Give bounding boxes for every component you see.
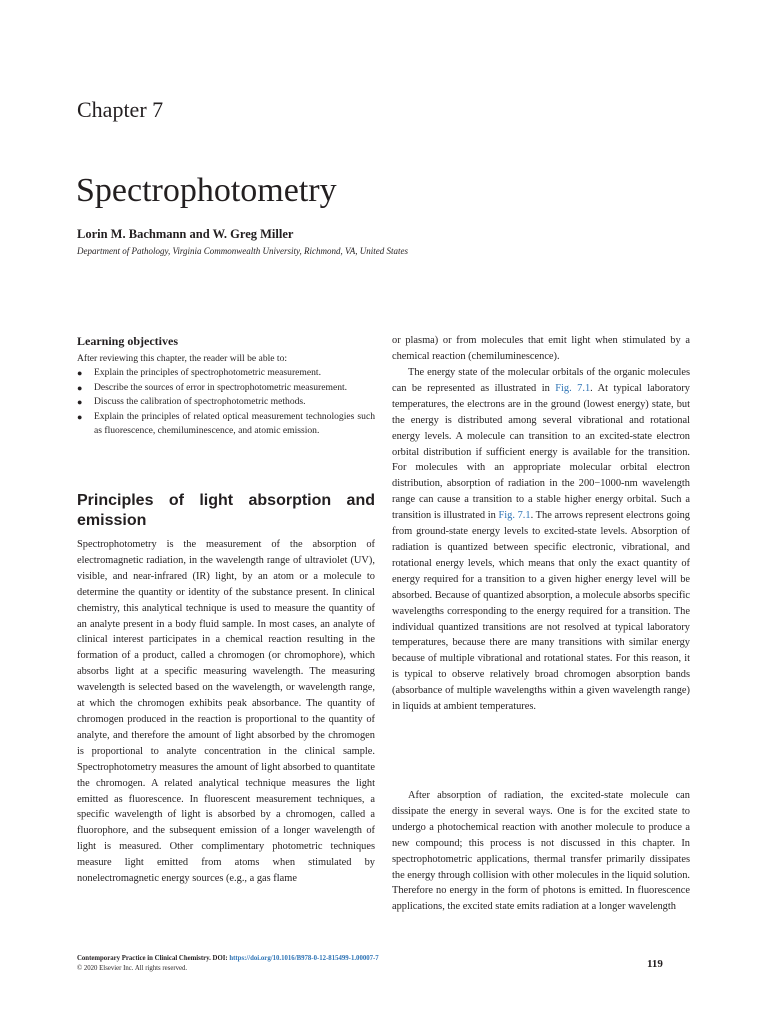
- authors: Lorin M. Bachmann and W. Greg Miller: [77, 227, 294, 241]
- bullet-icon: ●: [77, 397, 83, 407]
- bullet-icon: ●: [77, 368, 83, 378]
- learning-objectives-intro: After reviewing this chapter, the reader will be able to:: [77, 353, 288, 364]
- objective-item: [77, 410, 375, 439]
- energy-state-paragraph: [392, 365, 690, 715]
- bullet-icon: ●: [77, 411, 83, 422]
- objective-item: [77, 381, 375, 396]
- objective-text: Explain the principles of spectrophotometric measurement.: [94, 367, 321, 378]
- objective-text: Discuss the calibration of spectrophotometric methods.: [94, 396, 306, 407]
- chapter-title: Spectrophotometry: [76, 172, 337, 209]
- bullet-icon: ●: [77, 382, 83, 393]
- doi-label: DOI:: [210, 955, 230, 962]
- learning-objectives-heading: Learning objectives: [77, 334, 178, 348]
- copyright: © 2020 Elsevier Inc. All rights reserved.: [77, 965, 188, 972]
- paragraph-text: . At typical laboratory temperatures, the electrons are in the ground (lowest energy) state, but the energy is distributed among several vibrational and rotational energy levels. A molecule can transition to an excited-state electron orbital distribution if sufficient energy is available for the transition. For molecules with an appropriate molecular orbital electron distribution, absorption of radiation in the 200−1000-nm wavelength range can cause a transition to a stable higher energy orbital. Such a transition is illustrated in: [392, 382, 690, 522]
- figure-link[interactable]: Fig. 7.1: [555, 382, 591, 394]
- learning-objectives-list: [77, 366, 375, 439]
- section-heading: Principles of light absorption and emission: [77, 492, 375, 529]
- footer: [77, 954, 379, 974]
- chapter-label: Chapter 7: [77, 97, 164, 122]
- doi-link[interactable]: https://doi.org/10.1016/B978-0-12-815499-1.00007-7: [229, 955, 379, 962]
- objective-text: Describe the sources of error in spectrophotometric measurement.: [94, 381, 348, 393]
- objective-item: [77, 395, 375, 410]
- objective-item: [77, 366, 375, 381]
- page-number: 119: [647, 958, 663, 970]
- section-paragraph: Spectrophotometry is the measurement of the absorption of electromagnetic radiation, in the wavelength range of ultraviolet (UV), visible, and near-infrared (IR) light, by an atom or a molecule to determine the quantity or identity of the substance present. In clinical chemistry, this analytical technique is used to measure the quantity of an analyte present in a body fluid sample. In most cases, an analyte of clinical interest participates in a chemical reaction resulting in the formation of a product, called a chromogen (or chromophore), which absorbs light at a specific measuring wavelength. The measuring wavelength is selected based on the wavelength, or wavelength range, at which the chromogen exhibits peak absorbance. The quantity of chromogen produced in the reaction is proportional to the quantity of analyte, and therefore the amount of light absorbed by the chromogen is proportional to analyte concentration in the clinical sample. Spectrophotometry measures the amount of light absorbed to quantitate the chromogen. A related analytical technique measures the light emitted as fluorescence. In fluorescent measurement techniques, a specific wavelength of light is absorbed by a chromogen, called a fluorophore, and the subsequent emission of a longer wavelength of light is measured. Other complimentary photometric techniques measure light emitted from atoms when stimulated by nonelectromagnetic energy sources (e.g., a gas flame: [77, 539, 375, 885]
- journal-name: Contemporary Practice in Clinical Chemistry.: [77, 955, 211, 962]
- affiliation: Department of Pathology, Virginia Commonwealth University, Richmond, VA, United States: [77, 246, 409, 256]
- objective-text: Explain the principles of related optical measurement technologies such as fluorescence, chemiluminescence, and atomic emission.: [94, 410, 375, 436]
- continuation-paragraph: or plasma) or from molecules that emit light when stimulated by a chemical reaction (chemiluminescence).: [392, 335, 690, 362]
- figure-link[interactable]: Fig. 7.1: [498, 510, 531, 522]
- paragraph-text: The energy state of the molecular orbitals of the organic molecules can be represented as illustrated in: [392, 367, 690, 394]
- excited-state-paragraph: After absorption of radiation, the excited-state molecule can dissipate the energy in several ways. One is for the excited state to undergo a photochemical reaction with another molecule to produce a new compound; this process is not discussed in this chapter. In spectrophotometric applications, thermal transfer primarily dissipates the energy through collision with other molecules in the liquid solution. Therefore no energy in the form of photons is emitted. In fluorescence applications, the excited state emits radiation at a longer wavelength: [392, 790, 690, 913]
- paragraph-text: . The arrows represent electrons going from ground-state energy levels to excited-state levels. Absorption of radiation is quantized between specific electronic, vibrational, and rotational energy levels, which means that only the exact quantity of energy required for a transition to a given higher energy level will be absorbed. Because of quantized absorption, a molecule absorbs specific wavelengths corresponding to the energy required for a transition. The individual quantized transitions are not resolved at typical laboratory temperatures, because there are many transitions with similar energy because of multiple vibrational and rotational states. For this reason, it is typical to observe relatively broad chromogen absorption bands (absorbance of multiple wavelengths within a given wavelength range) in liquids at ambient temperatures.: [392, 510, 690, 713]
- citation-line: [77, 954, 379, 964]
